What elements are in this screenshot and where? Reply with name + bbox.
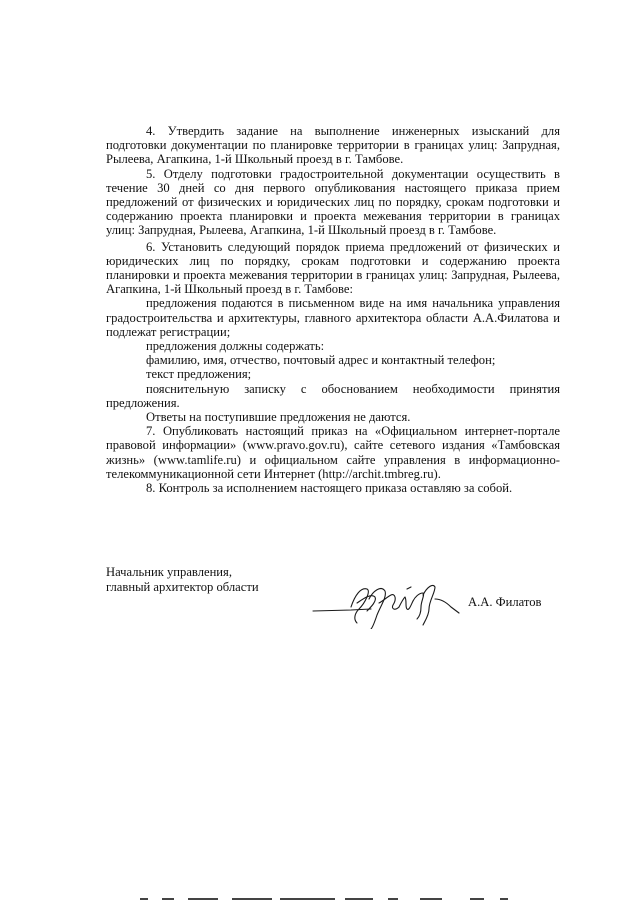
signatory-title-line-1: Начальник управления, [106,565,232,579]
item-6-content-contacts: фамилию, имя, отчество, почтовый адрес и контактный телефон; [146,353,496,368]
item-6-content-text: текст предложения; [146,367,252,382]
item-6-submission-rule: предложения подаются в письменном виде на имя начальника управления градостроительства и архитектуры, главного архитектора области А.А.Филатова и подлежат регистрации; [106,296,560,339]
handwritten-signature [311,577,461,629]
item-6-no-replies: Ответы на поступившие предложения не даются. [146,410,411,425]
signature-block [106,565,576,635]
item-7: 7. Опубликовать настоящий приказ на «Официальном интернет-портале правовой информации» (www.pravo.gov.ru), сайте сетевого издания «Тамбовская жизнь» (www.tamlife.ru) и официальном сайте управления в информационно-телекоммуникационной сети Интернет (http://archit.tmbreg.ru). [106,424,560,481]
signatory-name: А.А. Филатов [468,595,542,609]
item-4: 4. Утвердить задание на выполнение инженерных изысканий для подготовки документации по планировке территории в границах улиц: Запрудная, Рылеева, Агапкина, 1-й Школьный проезд в г. Тамбове. [106,124,560,167]
item-8: 8. Контроль за исполнением настоящего приказа оставляю за собой. [146,481,513,496]
scan-edge-artifact [140,896,520,902]
order-body [106,124,560,495]
item-6: 6. Установить следующий порядок приема предложений от физических и юридических лиц по порядку, срокам подготовки и содержанию проекта планировки и проекта межевания территории в границах улиц: Запрудная, Рылеева, Агапкина, 1-й Школьный проезд в г. Тамбове: [106,239,560,297]
item-5: 5. Отделу подготовки градостроительной документации осуществить в течение 30 дней со дня первого опубликования настоящего приказа прием предложений от физических и юридических лиц по порядку, срокам подготовки и содержанию проекта планировки и проекта межевания территории в границах улиц: Запрудная, Рылеева, Агапкина, 1-й Школьный проезд в г. Тамбове. [106,166,560,238]
item-6-content-note: пояснительную записку с обоснованием необходимости принятия предложения. [106,381,560,410]
signatory-title [106,565,306,595]
item-6-content-heading: предложения должны содержать: [146,339,325,354]
signatory-title-line-2: главный архитектор области [106,580,259,594]
